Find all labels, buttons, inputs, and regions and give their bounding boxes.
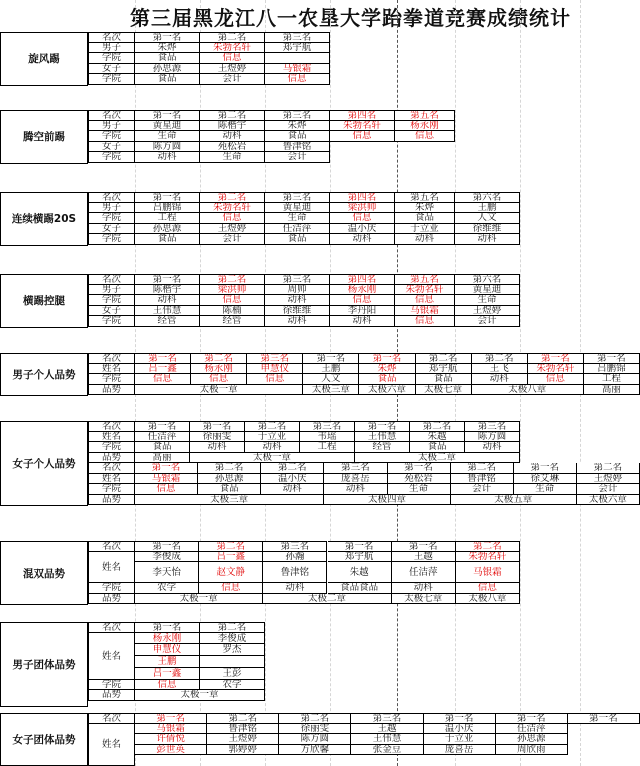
athlete-name: 王彭	[200, 668, 265, 680]
result-cell: 第一名	[135, 110, 200, 121]
rank-cell: 第一名	[135, 353, 191, 364]
college-cell: 信息	[528, 374, 584, 385]
row-header: 名次	[88, 274, 135, 285]
result-cell: 第四名	[330, 274, 395, 285]
result-cell: 第五名	[395, 110, 455, 121]
college-cell: 会计	[451, 484, 514, 495]
college-cell: 动科	[392, 583, 456, 594]
athlete-name: 朱勃名轩	[528, 364, 584, 375]
result-cell: 朱勃名轩	[200, 203, 265, 214]
row-header: 品势	[88, 690, 135, 701]
athlete-name: 王鹏	[303, 364, 359, 375]
result-cell: 朱烨	[135, 43, 200, 54]
row-header: 名次	[88, 32, 135, 43]
event-label: 腾空前踢	[0, 110, 88, 164]
form-cell: 太极六章	[359, 385, 415, 396]
athlete-name: 任洁萍	[392, 562, 456, 583]
result-cell: 第二名	[200, 192, 265, 203]
form-cell: 高丽	[135, 453, 190, 464]
result-cell: 第一名	[135, 274, 200, 285]
rank-cell: 第一名	[328, 541, 392, 552]
event-label: 混双品势	[0, 541, 88, 605]
form-cell: 太极一章	[135, 690, 265, 701]
athlete-name: 张金豆	[351, 745, 423, 756]
event-label: 男子团体品势	[0, 622, 88, 707]
row-header: 姓名	[88, 552, 135, 584]
result-cell: 鲁津铭	[265, 142, 330, 153]
athlete-name: 马银霜	[135, 724, 207, 735]
athlete-name	[200, 656, 265, 668]
rank-cell: 第三名	[247, 353, 303, 364]
row-header: 女子	[88, 306, 135, 317]
result-cell: 徐维维	[265, 306, 330, 317]
athlete-name: 李俊成	[200, 633, 265, 645]
result-cell: 梁洪帅	[200, 285, 265, 296]
form-cell: 太极七章	[416, 385, 472, 396]
result-cell: 生命	[455, 295, 520, 306]
result-cell: 第一名	[135, 32, 200, 43]
row-header: 名次	[88, 192, 135, 203]
rank-cell: 第一名	[135, 541, 199, 552]
row-header: 学院	[88, 374, 135, 385]
athlete-name: 吕一鑫	[199, 552, 263, 563]
college-cell: 农学	[135, 583, 199, 594]
result-cell: 人文	[455, 213, 520, 224]
result-cell: 孙思源	[135, 64, 200, 75]
college-cell: 信息	[191, 374, 247, 385]
college-cell: 食品	[359, 374, 415, 385]
row-header: 学院	[88, 295, 135, 306]
row-header: 姓名	[88, 364, 135, 375]
result-cell: 王煜婷	[200, 64, 265, 75]
athlete-name: 赵文静	[199, 562, 263, 583]
result-cell: 朱烨	[395, 203, 455, 214]
college-cell: 农学	[200, 680, 265, 691]
athlete-name: 于立亚	[245, 432, 300, 443]
form-cell: 太极七章	[392, 594, 456, 605]
form-cell: 太极一章	[135, 594, 263, 605]
row-header: 名次	[88, 421, 135, 432]
row-header: 名次	[88, 110, 135, 121]
result-cell: 会计	[265, 152, 330, 163]
college-cell: 动科	[465, 442, 520, 453]
athlete-name: 王伟慧	[355, 432, 410, 443]
result-cell: 生命	[135, 131, 200, 142]
athlete-name: 徐丽雯	[190, 432, 245, 443]
row-header: 男子	[88, 285, 135, 296]
result-cell: 生命	[200, 152, 265, 163]
result-cell: 杨永刚	[395, 121, 455, 132]
athlete-name: 朱烨	[359, 364, 415, 375]
row-header: 学院	[88, 583, 135, 594]
athlete-name: 庞喜岳	[424, 745, 496, 756]
result-cell: 王煜婷	[200, 224, 265, 235]
athlete-name: 鲁津铭	[263, 562, 327, 583]
athlete-name: 申慧仪	[247, 364, 303, 375]
result-cell: 王鹏	[455, 203, 520, 214]
form-cell: 太极一章	[135, 385, 303, 396]
result-cell: 信息	[395, 316, 455, 327]
rank-cell: 第二名	[410, 421, 465, 432]
result-cell: 李丹阳	[330, 306, 395, 317]
event-label: 女子团体品势	[0, 713, 88, 766]
athlete-name: 王伟慧	[351, 734, 423, 745]
rank-cell: 第三名	[465, 421, 520, 432]
row-header: 名次	[88, 463, 135, 474]
college-cell: 信息	[135, 374, 191, 385]
athlete-name: 温小庆	[424, 724, 496, 735]
result-cell: 第四名	[330, 110, 395, 121]
form-cell: 高丽	[584, 385, 640, 396]
rank-cell: 第一名	[496, 713, 568, 724]
athlete-name: 朱勃名轩	[456, 552, 520, 563]
athlete-name: 李天怡	[135, 562, 199, 583]
result-cell: 黄星迪	[455, 285, 520, 296]
rank-cell: 第一名	[388, 463, 451, 474]
row-header: 学院	[88, 152, 135, 163]
form-cell: 太极三章	[303, 385, 359, 396]
result-cell: 任洁萍	[265, 224, 330, 235]
athlete-name: 李俊成	[135, 552, 199, 563]
result-cell: 第五名	[395, 192, 455, 203]
result-cell: 食品	[265, 131, 330, 142]
athlete-name: 马银霜	[456, 562, 520, 583]
athlete-name: 陈方圆	[465, 432, 520, 443]
row-header: 名次	[88, 353, 135, 364]
result-cell: 信息	[200, 213, 265, 224]
result-cell: 动科	[455, 234, 520, 245]
athlete-name: 马银霜	[135, 474, 198, 485]
result-cell: 第二名	[200, 32, 265, 43]
result-cell: 王伟慧	[135, 306, 200, 317]
result-cell: 黄星迪	[135, 121, 200, 132]
athlete-name: 孙思源	[496, 734, 568, 745]
athlete-name: 许倩悦	[135, 734, 207, 745]
result-cell: 信息	[200, 53, 265, 64]
result-cell: 第五名	[395, 274, 455, 285]
result-cell: 第一名	[135, 192, 200, 203]
result-cell: 动科	[265, 316, 330, 327]
result-cell: 马银霜	[265, 64, 330, 75]
rank-cell: 第二名	[577, 463, 640, 474]
college-cell: 经管	[355, 442, 410, 453]
rank-cell: 第一名	[303, 353, 359, 364]
rank-cell: 第二名	[191, 353, 247, 364]
result-cell: 第二名	[200, 274, 265, 285]
row-header: 姓名	[88, 633, 135, 680]
rank-cell: 第一名	[355, 421, 410, 432]
row-header: 男子	[88, 121, 135, 132]
event-label: 横踢控腿	[0, 274, 88, 328]
athlete-name: 方欣馨	[279, 745, 351, 756]
result-cell: 食品	[135, 74, 200, 85]
form-cell: 太极二章	[263, 594, 391, 605]
result-cell: 信息	[395, 131, 455, 142]
row-header: 男子	[88, 43, 135, 54]
form-cell: 太极五章	[451, 495, 577, 506]
athlete-name: 于立亚	[424, 734, 496, 745]
result-cell: 食品	[135, 53, 200, 64]
college-cell: 动科	[190, 442, 245, 453]
athlete-name: 王煜婷	[207, 734, 279, 745]
athlete-name: 王飞	[472, 364, 528, 375]
athlete-name: 朱越	[328, 562, 392, 583]
rank-cell: 第一名	[190, 421, 245, 432]
athlete-name: 庞喜岳	[324, 474, 387, 485]
athlete-name: 朱越	[410, 432, 465, 443]
row-header: 学院	[88, 484, 135, 495]
rank-cell: 第一名	[135, 713, 207, 724]
result-cell: 会计	[455, 316, 520, 327]
result-cell: 陈方圆	[135, 142, 200, 153]
result-cell: 王煜婷	[455, 306, 520, 317]
row-header: 品势	[88, 385, 135, 396]
college-cell: 动科	[263, 583, 327, 594]
rank-cell: 第二名	[198, 463, 261, 474]
rank-cell: 第一名	[392, 541, 456, 552]
rank-cell: 第一名	[135, 463, 198, 474]
college-cell: 会计	[577, 484, 640, 495]
result-cell: 陈楠	[200, 306, 265, 317]
college-cell: 食品	[198, 484, 261, 495]
result-cell: 会计	[200, 234, 265, 245]
row-header: 女子	[88, 64, 135, 75]
rank-cell: 第二名	[261, 463, 324, 474]
result-cell: 第六名	[455, 274, 520, 285]
rank-cell: 第二名	[416, 353, 472, 364]
athlete-name: 鲁津铭	[451, 474, 514, 485]
college-cell: 生命	[388, 484, 451, 495]
athlete-name: 陈方圆	[279, 734, 351, 745]
college-cell: 食品	[135, 442, 190, 453]
result-cell: 生命	[265, 213, 330, 224]
row-header: 女子	[88, 142, 135, 153]
college-cell: 信息	[199, 583, 263, 594]
result-cell: 朱烨	[265, 121, 330, 132]
rank-cell: 第三名	[351, 713, 423, 724]
result-cell: 第三名	[265, 32, 330, 43]
athlete-name: 王越	[351, 724, 423, 735]
athlete-name: 吕鹏锦	[584, 364, 640, 375]
result-cell: 第二名	[200, 110, 265, 121]
athlete-name: 吕一鑫	[135, 668, 200, 680]
row-header: 男子	[88, 203, 135, 214]
row-header: 学院	[88, 234, 135, 245]
result-cell: 信息	[395, 295, 455, 306]
result-cell: 孙思源	[135, 224, 200, 235]
event-label: 旋风踢	[0, 32, 88, 86]
result-cell: 于立亚	[395, 224, 455, 235]
rank-cell: 第一名	[584, 353, 640, 364]
athlete-name: 王鹏	[135, 656, 200, 668]
athlete-name: 任洁萍	[135, 432, 190, 443]
college-cell: 动科	[324, 484, 387, 495]
college-cell: 信息	[247, 374, 303, 385]
result-cell: 徐维维	[455, 224, 520, 235]
result-cell: 杨永刚	[330, 285, 395, 296]
row-header: 学院	[88, 74, 135, 85]
rank-cell: 第一名	[514, 463, 577, 474]
result-cell: 陈楷宇	[135, 285, 200, 296]
athlete-name: 郑宇航	[416, 364, 472, 375]
athlete-name: 王煜婷	[577, 474, 640, 485]
rank-cell: 第三名	[324, 463, 387, 474]
result-cell: 经管	[135, 316, 200, 327]
row-header: 学院	[88, 213, 135, 224]
rank-cell: 第二名	[451, 463, 514, 474]
row-header: 女子	[88, 224, 135, 235]
row-header: 姓名	[88, 474, 135, 485]
athlete-name: 郑宇航	[328, 552, 392, 563]
rank-cell: 第二名	[456, 541, 520, 552]
result-cell: 动科	[200, 131, 265, 142]
result-cell: 动科	[330, 234, 395, 245]
athlete-name: 杨永刚	[135, 633, 200, 645]
athlete-name: 任洁萍	[496, 724, 568, 735]
college-cell: 信息	[456, 583, 520, 594]
college-cell: 人文	[303, 374, 359, 385]
result-cell: 信息	[265, 74, 330, 85]
result-cell: 第三名	[265, 192, 330, 203]
athlete-name: 徐艾琳	[514, 474, 577, 485]
result-cell: 食品	[135, 234, 200, 245]
athlete-name: 杨永刚	[191, 364, 247, 375]
rank-cell: 第一名	[424, 713, 496, 724]
event-label: 连续横踢20S	[0, 192, 88, 246]
form-cell: 太极八章	[472, 385, 584, 396]
athlete-name: 鲁津铭	[207, 724, 279, 735]
college-cell: 食品	[410, 442, 465, 453]
result-cell: 动科	[395, 234, 455, 245]
result-cell: 第六名	[455, 192, 520, 203]
result-cell: 陈楷宇	[200, 121, 265, 132]
result-cell: 马银霜	[395, 306, 455, 317]
result-cell: 朱勃名轩	[200, 43, 265, 54]
college-cell: 食品食品	[328, 583, 392, 594]
rank-cell: 第一名	[568, 713, 640, 724]
rank-cell: 第二名	[472, 353, 528, 364]
result-cell: 信息	[330, 131, 395, 142]
row-header: 名次	[88, 713, 135, 724]
rank-cell: 第二名	[200, 622, 265, 633]
athlete-name: 郭婷婷	[207, 745, 279, 756]
result-cell: 信息	[330, 213, 395, 224]
row-header: 姓名	[88, 432, 135, 443]
rank-cell: 第一名	[135, 421, 190, 432]
athlete-name: 彭世英	[135, 745, 207, 756]
form-cell: 太极八章	[456, 594, 520, 605]
row-header: 品势	[88, 453, 135, 464]
form-cell: 太极四章	[324, 495, 450, 506]
athlete-name: 韦瑶	[300, 432, 355, 443]
row-header: 品势	[88, 495, 135, 506]
college-cell: 食品	[416, 374, 472, 385]
form-cell: 太极二章	[355, 453, 520, 464]
page-title: 第三届黑龙江八一农垦大学跆拳道竞赛成绩统计	[130, 6, 571, 30]
college-cell: 动科	[472, 374, 528, 385]
athlete-name: 吕一鑫	[135, 364, 191, 375]
college-cell: 信息	[135, 680, 200, 691]
result-cell: 周帅	[265, 285, 330, 296]
athlete-name: 王越	[392, 552, 456, 563]
result-cell: 黄星迪	[265, 203, 330, 214]
athlete-name: 孙瀚	[263, 552, 327, 563]
row-header: 品势	[88, 594, 135, 605]
college-cell: 工程	[300, 442, 355, 453]
result-cell: 郑宇航	[265, 43, 330, 54]
athlete-name: 孙思源	[198, 474, 261, 485]
result-cell: 朱勃名轩	[330, 121, 395, 132]
result-cell: 信息	[330, 295, 395, 306]
athlete-name: 罗杰	[200, 644, 265, 656]
result-cell: 食品	[265, 234, 330, 245]
rank-cell: 第一名	[359, 353, 415, 364]
rank-cell: 第一名	[528, 353, 584, 364]
result-cell: 动科	[135, 295, 200, 306]
result-cell: 朱勃名轩	[395, 285, 455, 296]
result-cell: 第三名	[265, 110, 330, 121]
form-cell: 太极一章	[190, 453, 355, 464]
result-cell: 苑松岩	[200, 142, 265, 153]
rank-cell: 第一名	[135, 622, 200, 633]
row-header: 学院	[88, 131, 135, 142]
result-cell: 会计	[200, 74, 265, 85]
rank-cell: 第三名	[300, 421, 355, 432]
athlete-name: 徐丽雯	[279, 724, 351, 735]
row-header: 姓名	[88, 724, 135, 766]
result-cell: 工程	[135, 213, 200, 224]
college-cell: 信息	[135, 484, 198, 495]
college-cell: 动科	[245, 442, 300, 453]
form-cell: 太极三章	[135, 495, 324, 506]
college-cell: 生命	[514, 484, 577, 495]
row-header: 名次	[88, 622, 135, 633]
result-cell: 温小庆	[330, 224, 395, 235]
row-header: 名次	[88, 541, 135, 552]
rank-cell: 第三名	[263, 541, 327, 552]
rank-cell: 第二名	[279, 713, 351, 724]
event-label: 女子个人品势	[0, 421, 88, 506]
result-cell	[265, 53, 330, 64]
row-header: 学院	[88, 442, 135, 453]
rank-cell: 第二名	[245, 421, 300, 432]
rank-cell: 第二名	[207, 713, 279, 724]
result-cell: 经管	[200, 316, 265, 327]
event-label: 男子个人品势	[0, 353, 88, 396]
row-header: 学院	[88, 316, 135, 327]
athlete-name: 申慧仪	[135, 644, 200, 656]
athlete-name: 苑松岩	[388, 474, 451, 485]
result-cell: 信息	[200, 295, 265, 306]
row-header: 学院	[88, 53, 135, 64]
athlete-name: 周欣雨	[496, 745, 568, 756]
form-cell: 太极六章	[577, 495, 640, 506]
result-cell: 第四名	[330, 192, 395, 203]
result-cell: 梁洪帅	[330, 203, 395, 214]
row-header: 学院	[88, 680, 135, 691]
result-cell: 动科	[330, 316, 395, 327]
college-cell: 动科	[261, 484, 324, 495]
result-cell: 动科	[135, 152, 200, 163]
college-cell: 工程	[584, 374, 640, 385]
rank-cell: 第二名	[199, 541, 263, 552]
athlete-name: 温小庆	[261, 474, 324, 485]
result-cell: 吕鹏锦	[135, 203, 200, 214]
result-cell: 第三名	[265, 274, 330, 285]
result-cell: 动科	[265, 295, 330, 306]
result-cell: 食品	[395, 213, 455, 224]
